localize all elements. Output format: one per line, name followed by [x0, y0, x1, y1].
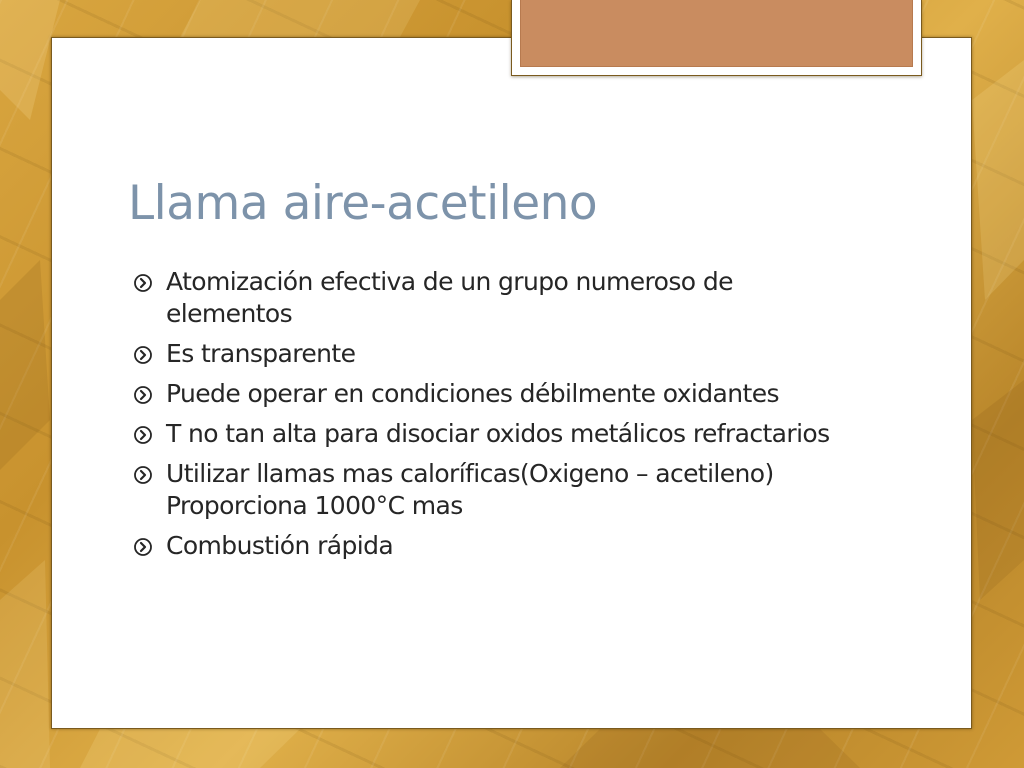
- accent-frame: [511, 0, 922, 76]
- bullet-list: [134, 266, 854, 570]
- bullet-item: [134, 418, 854, 450]
- chevron-circle-right-icon: [134, 426, 152, 444]
- bullet-item: [134, 530, 854, 562]
- bullet-text: Utilizar llamas mas caloríficas(Oxigeno – acetileno) Proporciona 1000°C mas: [166, 459, 774, 520]
- bullet-item: [134, 266, 854, 330]
- slide-title: Llama aire-acetileno: [128, 176, 598, 231]
- chevron-circle-right-icon: [134, 346, 152, 364]
- bullet-text: T no tan alta para disociar oxidos metálicos refractarios: [166, 419, 830, 448]
- bullet-item: [134, 338, 854, 370]
- chevron-circle-right-icon: [134, 538, 152, 556]
- bullet-item: [134, 458, 854, 522]
- bullet-text: Atomización efectiva de un grupo numeroso de elementos: [166, 267, 733, 328]
- bullet-text: Puede operar en condiciones débilmente oxidantes: [166, 379, 779, 408]
- bullet-item: [134, 378, 854, 410]
- chevron-circle-right-icon: [134, 466, 152, 484]
- bullet-text: Combustión rápida: [166, 531, 394, 560]
- chevron-circle-right-icon: [134, 386, 152, 404]
- bullet-text: Es transparente: [166, 339, 356, 368]
- chevron-circle-right-icon: [134, 274, 152, 292]
- accent-rectangle: [520, 0, 913, 67]
